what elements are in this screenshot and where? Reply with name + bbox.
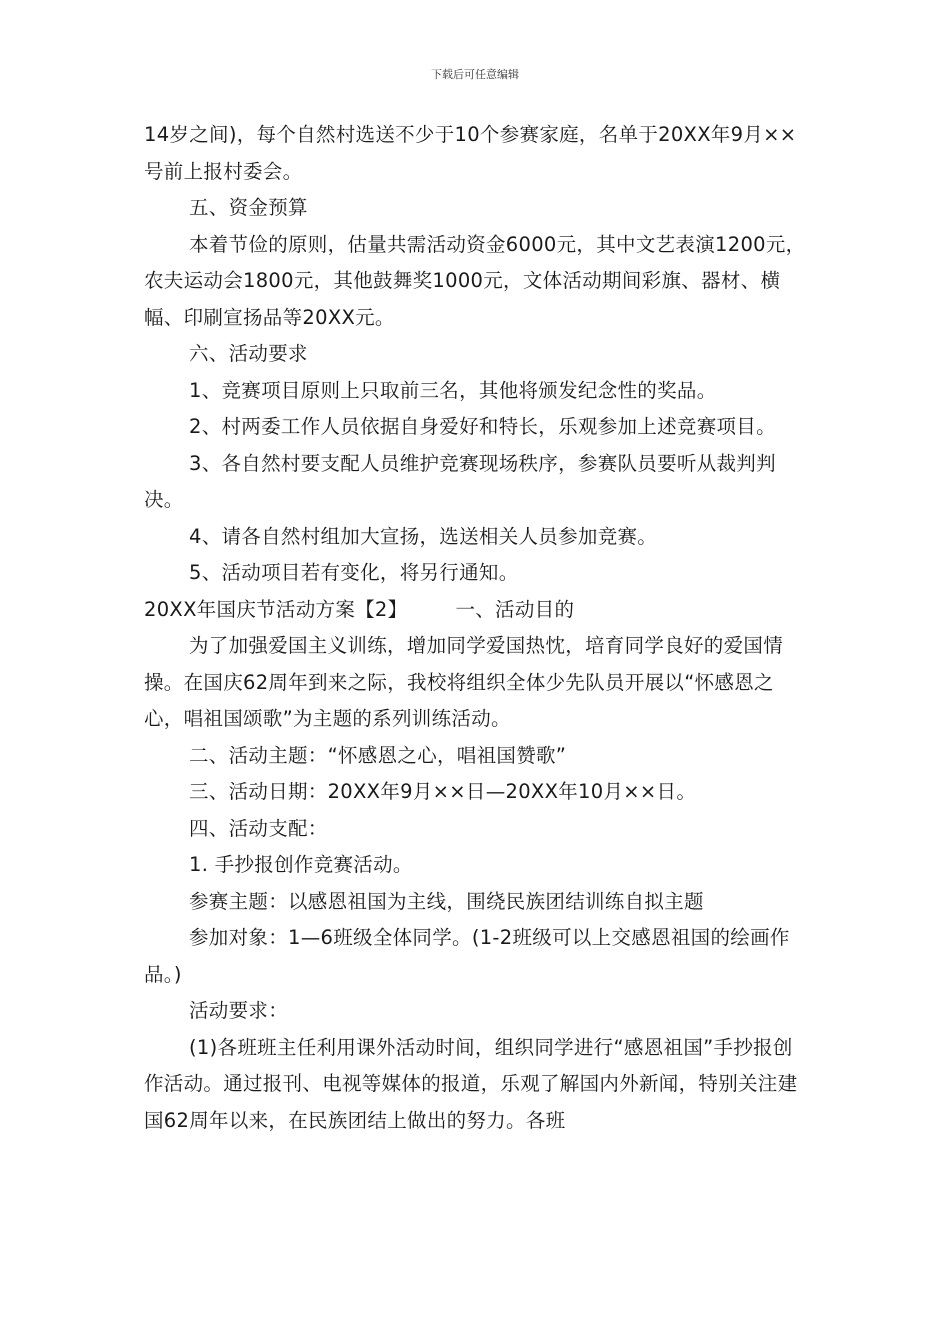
document-body: [144, 117, 809, 1139]
section-heading: 四、活动支配：: [189, 816, 328, 840]
list-item: 2、村两委工作人员依据自身爱好和特长，乐观参加上述竞赛项目。: [189, 415, 776, 438]
paragraph: 参赛主题：以感恩祖国为主线，围绕民族团结训练自拟主题: [189, 889, 704, 913]
paragraph: 活动要求：: [189, 999, 289, 1022]
section-title-line: [144, 592, 809, 629]
paragraph: 14岁之间)，每个自然村选送不少于10个参赛家庭，名单于20XX年9月××号前上报村委会。: [144, 123, 797, 183]
section-heading: 一、活动目的: [455, 597, 575, 621]
list-item: 4、请各自然村组加大宣扬，选送相关人员参加竞赛。: [189, 524, 658, 548]
paragraph: 为了加强爱国主义训练，增加同学爱国热忱，培育同学良好的爱国情操。在国庆62周年到来之际，我校将组织全体少先队员开展以“怀感恩之心，唱祖国颂歌”为主题的系列训练活动。: [144, 634, 784, 730]
section-heading: 二、活动主题：“怀感恩之心，唱祖国赞歌”: [189, 743, 567, 767]
section-heading: 五、资金预算: [189, 196, 308, 219]
list-item: 3、各自然村要支配人员维护竞赛现场秩序，参赛队员要听从裁判判决。: [144, 451, 776, 511]
section-heading: 六、活动要求: [189, 342, 308, 365]
paragraph: 参加对象：1—6班级全体同学。(1-2班级可以上交感恩祖国的绘画作品。): [144, 926, 790, 986]
list-item: 1. 手抄报创作竞赛活动。: [189, 853, 413, 876]
section-title: 20XX年国庆节活动方案【2】: [144, 597, 408, 621]
paragraph: 本着节俭的原则，估量共需活动资金6000元，其中文艺表演1200元，农夫运动会1800元，其他鼓舞奖1000元，文体活动期间彩旗、器材、横幅、印刷宣扬品等20XX元。: [144, 232, 806, 329]
section-heading: 三、活动日期：20XX年9月××日—20XX年10月××日。: [189, 780, 697, 803]
paragraph: (1)各班班主任利用课外活动时间，组织同学进行“感恩祖国”手抄报创作活动。通过报刊、电视等媒体的报道，乐观了解国内外新闻，特别关注建国62周年以来，在民族团结上做出的努力。各班: [144, 1035, 798, 1132]
page-header: 下载后可任意编辑: [431, 68, 519, 81]
list-item: 5、活动项目若有变化，将另行通知。: [189, 561, 519, 584]
list-item: 1、竞赛项目原则上只取前三名，其他将颁发纪念性的奖品。: [189, 378, 717, 402]
